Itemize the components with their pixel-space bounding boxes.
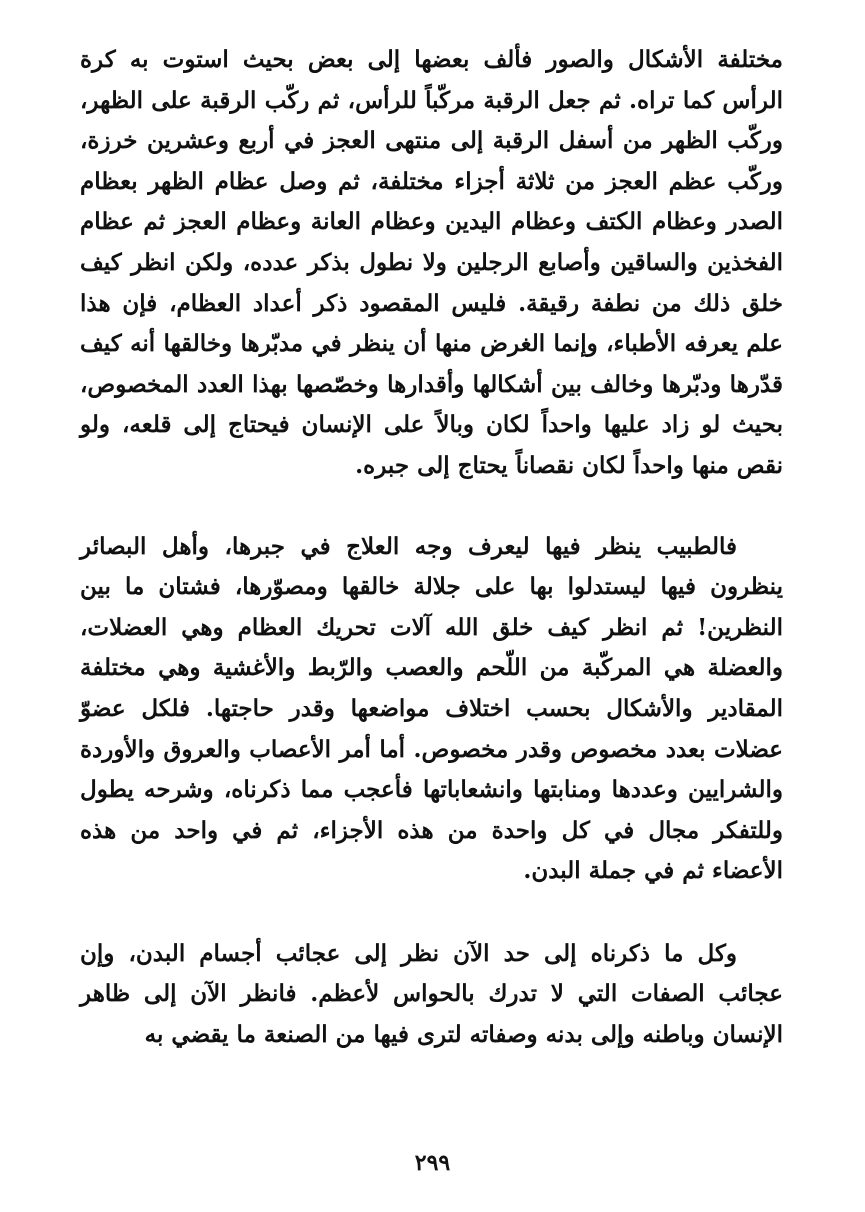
paragraph-1: مختلفة الأشكال والصور فألف بعضها إلى بعض بحيث استوت به كرة الرأس كما تراه. ثم جعل الرقبة مركّباً للرأس، ثم ركّب الرقبة على الظهر، وركّب الظهر من أسفل الرقبة إلى منتهى العجز في أربع وعشرين خرزة، وركّب عظم العجز من ثلاثة أجزاء مختلفة، ثم وصل عظام الظهر بعظام الصدر وعظام الكتف وعظام اليدين وعظام العانة وعظام العجز ثم عظام الفخذين والساقين وأصابع الرجلين ولا نطول بذكر عدده، ولكن انظر كيف خلق ذلك من نطفة رقيقة. فليس المقصود ذكر أعداد العظام، فإن هذا علم يعرفه الأطباء، وإنما الغرض منها أن ينظر في مدبّرها وخالقها أنه كيف قدّرها ودبّرها وخالف بين أشكالها وأقدارها وخصّصها بهذا العدد المخصوص، بحيث لو زاد عليها واحداً لكان وبالاً على الإنسان فيحتاج إلى قلعه، ولو نقص منها واحداً لكان نقصاناً يحتاج إلى جبره. <box>80 46 783 479</box>
paragraph-2: فالطبيب ينظر فيها ليعرف وجه العلاج في جبرها، وأهل البصائر ينظرون فيها ليستدلوا بها على جلالة خالقها ومصوّرها، فشتان ما بين النظرين! ثم انظر كيف خلق الله آلات تحريك العظام وهي العضلات، والعضلة هي المركّبة من اللّحم والعصب والرّبط والأغشية وهي مختلفة المقادير والأشكال بحسب اختلاف مواضعها وقدر حاجتها. فلكل عضوّ عضلات بعدد مخصوص وقدر مخصوص. أما أمر الأعصاب والعروق والأوردة والشرايين وعددها ومنابتها وانشعاباتها فأعجب مما ذكرناه، وشرحه يطول وللتفكر مجال في كل واحدة من هذه الأجزاء، ثم في واحد من هذه الأعضاء ثم في جملة البدن. <box>80 532 783 885</box>
paragraph-3: وكل ما ذكرناه إلى حد الآن نظر إلى عجائب أجسام البدن، وإن عجائب الصفات التي لا تدرك بالحواس لأعظم. فانظر الآن إلى ظاهر الإنسان وباطنه وإلى بدنه وصفاته لترى فيها من الصنعة ما يقضي به <box>80 939 783 1049</box>
page-number: ٢٩٩ <box>414 1150 451 1176</box>
body-text <box>80 40 783 1056</box>
